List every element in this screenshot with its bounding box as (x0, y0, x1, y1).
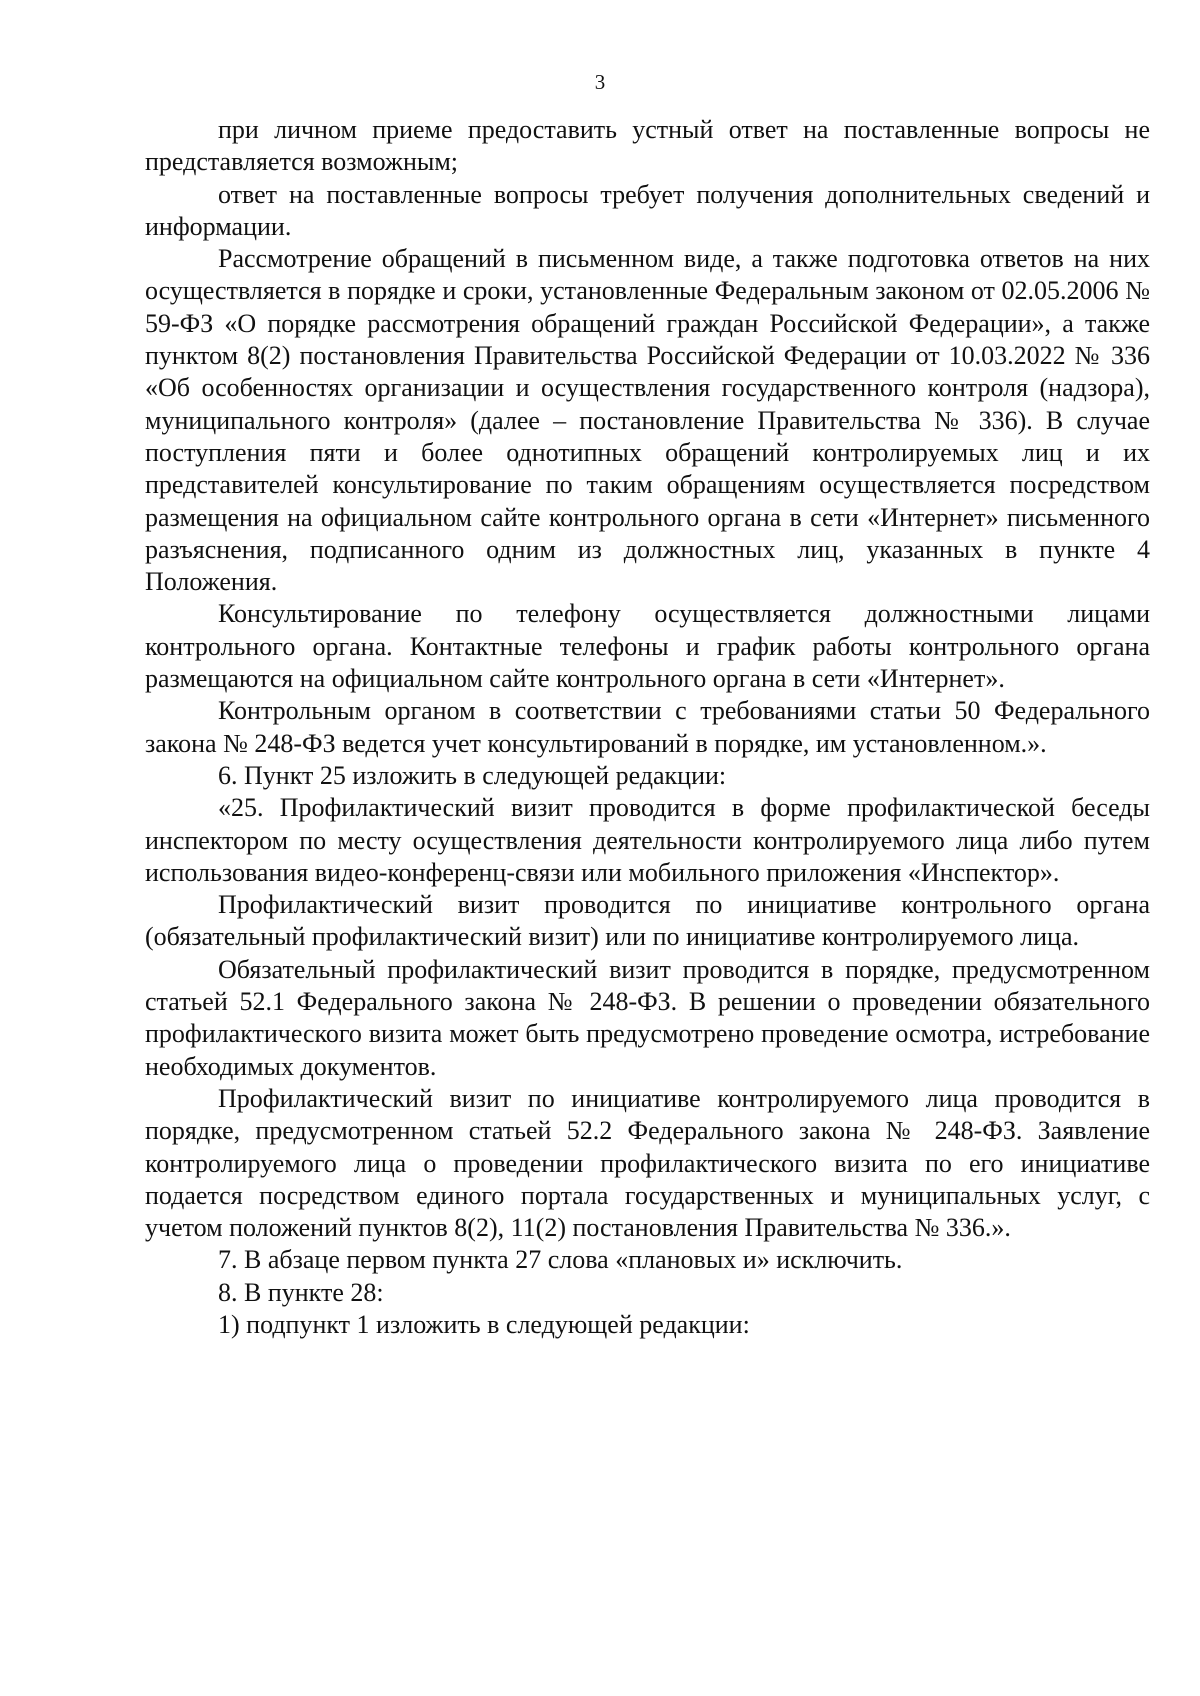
paragraph: 8. В пункте 28: (218, 1277, 384, 1307)
paragraph: 7. В абзаце первом пункта 27 слова «плановых и» исключить. (218, 1245, 903, 1275)
document-body (145, 114, 1150, 1341)
paragraph: Обязательный профилактический визит проводится в порядке, предусмотренном статьей 52.1 Федерального закона № 248-ФЗ. В решении о проведении обязательного профилактического визита может быть предусмотрено проведение осмотра, истребование необходимых документов. (145, 954, 1150, 1081)
paragraph: при личном приеме предоставить устный ответ на поставленные вопросы не представляется возможным; (145, 115, 1150, 177)
paragraph: 6. Пункт 25 изложить в следующей редакции: (218, 760, 727, 790)
page-number: 3 (594, 70, 606, 94)
paragraph: 1) подпункт 1 изложить в следующей редакции: (218, 1309, 750, 1339)
paragraph: Профилактический визит проводится по инициативе контрольного органа (обязательный профилактический визит) или по инициативе контролируемого лица. (145, 890, 1150, 952)
paragraph: Рассмотрение обращений в письменном виде, а также подготовка ответов на них осуществляется в порядке и сроки, установленные Федеральным законом от 02.05.2006 № 59-ФЗ «О порядке рассмотрения обращений граждан Российской Федерации», а также пунктом 8(2) постановления Правительства Российской Федерации от 10.03.2022 № 336 «Об особенностях организации и осуществления государственного контроля (надзора), муниципального контроля» (далее – постановление Правительства № 336). В случае поступления пяти и более однотипных обращений контролируемых лиц и их представителей консультирование по таким обращениям осуществляется посредством размещения на официальном сайте контрольного органа в сети «Интернет» письменного разъяснения, подписанного одним из должностных лиц, указанных в пункте 4 Положения. (145, 244, 1150, 597)
paragraph: Контрольным органом в соответствии с требованиями статьи 50 Федерального закона № 248-ФЗ ведется учет консультирований в порядке, им установленном.». (145, 696, 1150, 758)
paragraph: Консультирование по телефону осуществляется должностными лицами контрольного органа. Контактные телефоны и график работы контрольного органа размещаются на официальном сайте контрольного органа в сети «Интернет». (145, 599, 1150, 694)
paragraph: ответ на поставленные вопросы требует получения дополнительных сведений и информации. (145, 179, 1150, 241)
paragraph: Профилактический визит по инициативе контролируемого лица проводится в порядке, предусмотренном статьей 52.2 Федерального закона № 248-ФЗ. Заявление контролируемого лица о проведении профилактического визита по его инициативе подается посредством единого портала государственных и муниципальных услуг, с учетом положений пунктов 8(2), 11(2) постановления Правительства № 336.». (145, 1083, 1150, 1243)
paragraph: «25. Профилактический визит проводится в форме профилактической беседы инспектором по месту осуществления деятельности контролируемого лица либо путем использования видео-конференц-связи или мобильного приложения «Инспектор». (145, 793, 1150, 887)
